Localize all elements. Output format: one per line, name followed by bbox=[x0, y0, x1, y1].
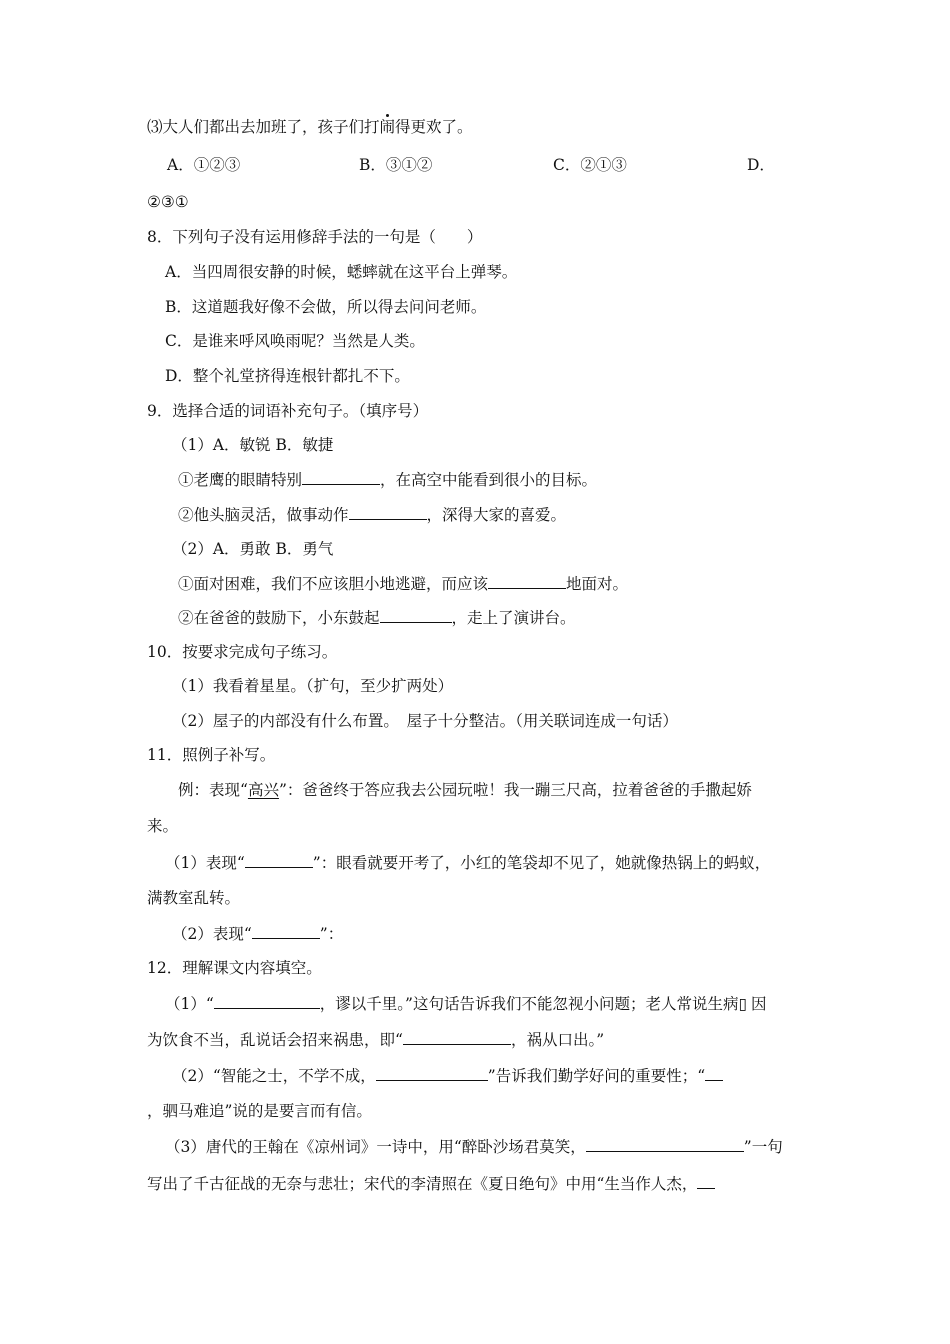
answer-blank[interactable] bbox=[705, 1066, 723, 1081]
q8-option-a[interactable]: A．当四周很安静的时候，蟋蟀就在这平台上弹琴。 bbox=[165, 263, 518, 281]
q9-g2-sentence-2 bbox=[178, 608, 576, 628]
text: ”：爸爸终于答应我去公园玩啦！我一蹦三尺高，拉着爸爸的手撒起娇 bbox=[278, 781, 752, 799]
q8-option-b[interactable]: B．这道题我好像不会做，所以得去问问老师。 bbox=[165, 298, 487, 316]
q10-stem: 10．按要求完成句子练习。 bbox=[147, 643, 338, 661]
answer-blank[interactable] bbox=[697, 1174, 715, 1189]
answer-blank[interactable] bbox=[376, 1066, 488, 1081]
q10-part-2: （2）屋子的内部没有什么布置。 屋子十分整洁。（用关联词连成一句话） bbox=[172, 712, 678, 730]
q12-part-1-cont bbox=[147, 1030, 604, 1050]
text: ”告诉我们勤学好问的重要性；“ bbox=[487, 1067, 706, 1085]
answer-blank[interactable] bbox=[488, 574, 566, 589]
text: ，深得大家的喜爱。 bbox=[426, 506, 567, 524]
answer-blank[interactable] bbox=[349, 505, 427, 520]
q12-part-2 bbox=[172, 1066, 723, 1086]
text: 例：表现“ bbox=[178, 781, 248, 799]
q9-g1-sentence-1 bbox=[178, 470, 597, 490]
text: ②他头脑灵活，做事动作 bbox=[178, 506, 349, 524]
text: 写出了千古征战的无奈与悲壮；宋代的李清照在《夏日绝句》中用“生当作人杰， bbox=[147, 1175, 698, 1193]
answer-blank[interactable] bbox=[380, 608, 452, 623]
missing-glyph-box: ▯ bbox=[738, 995, 748, 1013]
q7-item-3 bbox=[147, 117, 473, 137]
text: ，走上了演讲台。 bbox=[451, 609, 576, 627]
answer-blank[interactable] bbox=[586, 1137, 744, 1152]
q12-part-3-cont bbox=[147, 1174, 715, 1194]
text: （2）“智能之士，不学不成， bbox=[172, 1067, 376, 1085]
text: ，祸从口出。” bbox=[510, 1031, 605, 1049]
q11-example bbox=[178, 780, 752, 800]
answer-blank[interactable] bbox=[302, 470, 380, 485]
q11-part-1-cont: 满教室乱转。 bbox=[147, 889, 241, 907]
text: ①面对困难，我们不应该胆小地逃避，而应该 bbox=[178, 575, 489, 593]
answer-blank[interactable] bbox=[214, 994, 320, 1009]
q11-part-1 bbox=[165, 853, 770, 873]
answer-blank[interactable] bbox=[245, 853, 313, 868]
q11-example-cont: 来。 bbox=[147, 817, 179, 835]
q9-group-1: （1）A．敏锐 B．敏捷 bbox=[172, 436, 334, 454]
answer-blank[interactable] bbox=[252, 924, 320, 939]
text: ，谬以千里。”这句话告诉我们不能忽视小问题；老人常说生病 bbox=[319, 995, 739, 1013]
q11-stem: 11．照例子补写。 bbox=[147, 746, 276, 764]
q10-part-1: （1）我看着星星。（扩句，至少扩两处） bbox=[172, 677, 454, 695]
q12-stem: 12．理解课文内容填空。 bbox=[147, 959, 322, 977]
q7-item-3-dotted-char: 闹 bbox=[379, 118, 396, 136]
text: ”一句 bbox=[743, 1138, 783, 1156]
text: ”：眼看就要开考了，小红的笔袋却不见了，她就像热锅上的蚂蚁， bbox=[312, 854, 771, 872]
answer-blank[interactable] bbox=[403, 1030, 511, 1045]
q11-part-2 bbox=[172, 924, 343, 944]
q7-option-b[interactable]: B．③①② bbox=[359, 156, 433, 174]
q12-part-2-cont: ，驷马难追”说的是要言而有信。 bbox=[147, 1102, 372, 1120]
text: （2）表现“ bbox=[172, 925, 252, 943]
q12-part-3 bbox=[165, 1137, 783, 1157]
q8-stem: 8．下列句子没有运用修辞手法的一句是（ ） bbox=[147, 228, 483, 246]
text: （3）唐代的王翰在《凉州词》一诗中，用“醉卧沙场君莫笑， bbox=[165, 1138, 586, 1156]
text: ②在爸爸的鼓励下，小东鼓起 bbox=[178, 609, 380, 627]
text: （1）“ bbox=[165, 995, 214, 1013]
q12-part-1 bbox=[165, 994, 767, 1014]
q9-group-2: （2）A．勇敢 B．勇气 bbox=[172, 540, 334, 558]
q7-item-3-text-b: 得更欢了。 bbox=[395, 118, 473, 136]
q9-g1-sentence-2 bbox=[178, 505, 566, 525]
text: ”： bbox=[319, 925, 344, 943]
q8-option-c[interactable]: C．是谁来呼风唤雨呢？当然是人类。 bbox=[165, 332, 425, 350]
q7-item-3-text-a: ⑶大人们都出去加班了，孩子们打 bbox=[147, 118, 380, 136]
q9-g2-sentence-1 bbox=[178, 574, 628, 594]
q7-option-d[interactable]: D． bbox=[747, 156, 775, 174]
text: ，在高空中能看到很小的目标。 bbox=[380, 471, 598, 489]
q7-option-c[interactable]: C．②①③ bbox=[553, 156, 627, 174]
text: ①老鹰的眼睛特别 bbox=[178, 471, 303, 489]
text: （1）表现“ bbox=[165, 854, 245, 872]
q8-option-d[interactable]: D．整个礼堂挤得连根针都扎不下。 bbox=[165, 367, 410, 385]
text: 因 bbox=[751, 995, 767, 1013]
q7-option-d-cont: ②③① bbox=[147, 193, 189, 211]
example-word: 高兴 bbox=[247, 781, 279, 799]
q7-option-a[interactable]: A．①②③ bbox=[167, 156, 241, 174]
text: 地面对。 bbox=[566, 575, 629, 593]
q9-stem: 9．选择合适的词语补充句子。（填序号） bbox=[147, 402, 429, 420]
text: 为饮食不当，乱说话会招来祸患，即“ bbox=[147, 1031, 403, 1049]
